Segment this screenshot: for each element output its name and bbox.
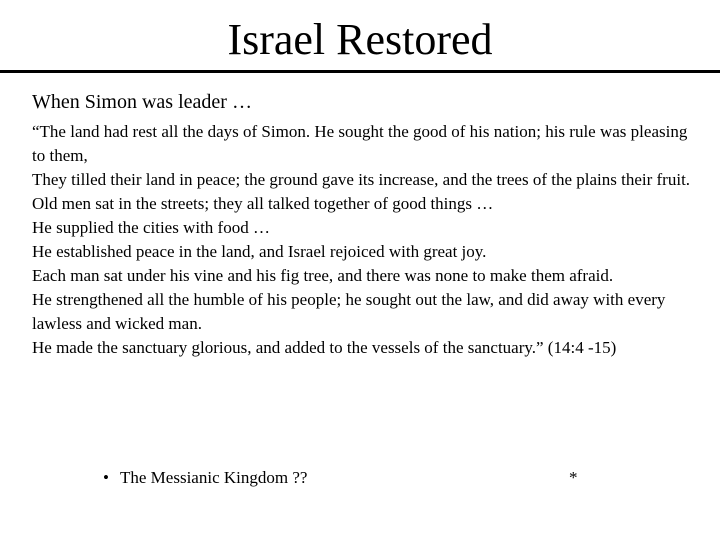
- quote-line: “The land had rest all the days of Simon. He sought the good of his nation; his rule was pleasing to them,: [32, 122, 688, 165]
- quote-line: He established peace in the land, and Israel rejoiced with great joy.: [32, 242, 487, 261]
- quote-line: Each man sat under his vine and his fig tree, and there was none to make them afraid.: [32, 266, 614, 285]
- quote-line: He supplied the cities with food …: [32, 218, 270, 237]
- bullet-text: The Messianic Kingdom ??: [120, 468, 308, 487]
- footer-asterisk: *: [569, 468, 578, 487]
- quote-line: He made the sanctuary glorious, and added to the vessels of the sanctuary.” (14:4 -15): [32, 338, 617, 357]
- quote-line: Old men sat in the streets; they all talked together of good things …: [32, 194, 494, 213]
- title-divider: [0, 70, 720, 73]
- slide-title: Israel Restored: [227, 15, 493, 64]
- bullet-icon: •: [103, 468, 109, 487]
- bullet-item: [103, 466, 307, 490]
- quote-block: [32, 120, 692, 360]
- quote-line: He strengthened all the humble of his people; he sought out the law, and did away with every lawless and wicked man.: [32, 290, 666, 333]
- intro-text: When Simon was leader …: [32, 91, 252, 113]
- quote-line: They tilled their land in peace; the ground gave its increase, and the trees of the plains their fruit.: [32, 170, 691, 189]
